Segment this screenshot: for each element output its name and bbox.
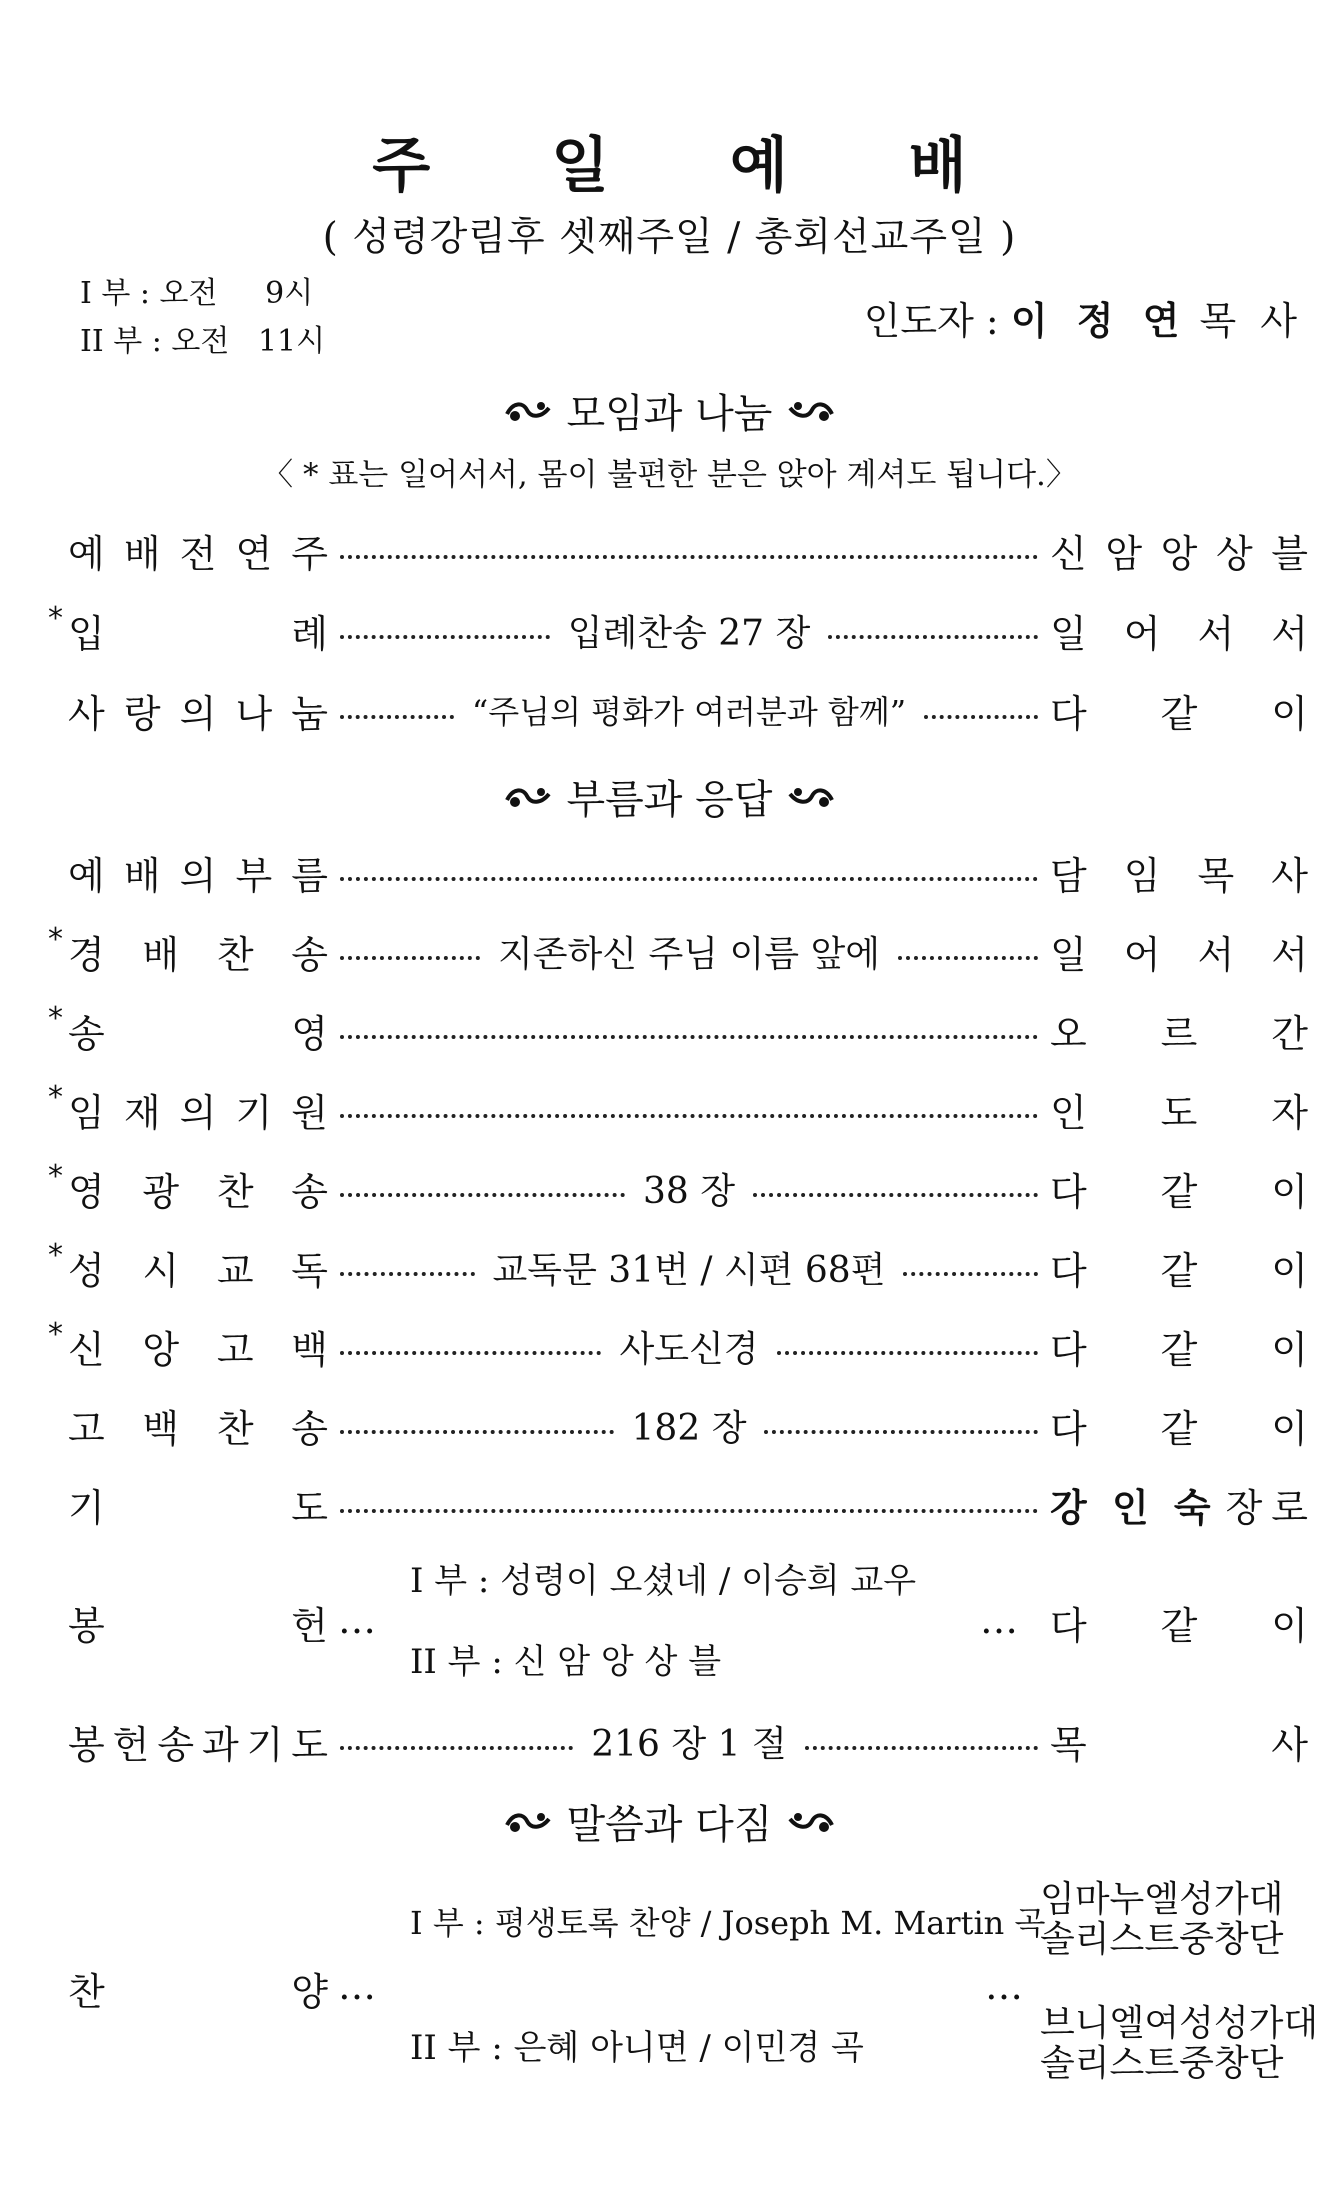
ornament-left-icon: [503, 782, 553, 812]
item-detail: 지존하신 주님 이름 앞에: [497, 933, 881, 975]
item-performer: 다 같 이: [1050, 691, 1308, 736]
leader-dots: [340, 541, 1038, 559]
item-detail: 사도신경: [619, 1328, 759, 1370]
item-detail: 182 장: [631, 1407, 747, 1449]
item-doxology: [48, 1000, 1308, 1060]
service-times: [80, 270, 325, 366]
item-peace: [68, 680, 1308, 740]
item-performer: 강 인 숙 장 로: [1050, 1485, 1308, 1530]
leader-name: 이 정 연: [1010, 299, 1188, 343]
item-detail: “주님의 평화가 여러분과 함께”: [471, 693, 907, 731]
item-label: * 성 시 교 독: [48, 1237, 328, 1293]
item-prayer: [68, 1474, 1308, 1534]
item-performer: 다 같 이: [1050, 1169, 1308, 1214]
item-label: * 송 영: [48, 1000, 328, 1056]
item-label: 봉 헌: [68, 1603, 328, 1648]
worship-leader: [864, 290, 1303, 345]
item-detail: 216 장 1 절: [591, 1723, 787, 1765]
item-label: 봉 헌 송 과 기 도: [68, 1722, 328, 1767]
section-call-response: [0, 768, 1339, 825]
ellipsis-left: …: [338, 1964, 376, 2008]
item-label: * 임 재 의 기 원: [48, 1079, 328, 1135]
section-title: 모임과 나눔: [566, 391, 773, 437]
item-performer: 일 어 서 서: [1050, 932, 1308, 977]
item-performer: 다 같 이: [1050, 1248, 1308, 1293]
item-label: 기 도: [68, 1485, 328, 1530]
ornament-left-icon: [503, 396, 553, 426]
item-performer: 다 같 이: [1050, 1327, 1308, 1372]
item-creed: [48, 1316, 1308, 1376]
leader-title: 목 사: [1199, 299, 1303, 343]
item-label: * 신 앙 고 백: [48, 1316, 328, 1372]
item-performer: 다 같 이: [1050, 1603, 1308, 1648]
service-time-1: I 부 : 오전 9시: [80, 276, 314, 311]
service-time-2: II 부 : 오전 11시: [80, 324, 326, 359]
item-performer: 일 어 서 서: [1050, 611, 1308, 656]
item-performer: 담 임 목 사: [1050, 853, 1308, 898]
item-call-to-worship: [68, 842, 1308, 902]
offering-part-1: I 부 : 성령이 오셨네 / 이승희 교우: [410, 1561, 917, 1601]
anthem-part-2: II 부 : 은혜 아니면 / 이민경 곡: [410, 2028, 864, 2068]
section-title: 부름과 응답: [566, 777, 773, 823]
ellipsis-left: …: [338, 1598, 376, 1642]
anthem-part-1: I 부 : 평생토록 찬양 / Joseph M. Martin 곡: [410, 1904, 1046, 1942]
item-hymn: [48, 921, 1308, 981]
ellipsis-right: …: [980, 1598, 1018, 1642]
offering-part-2: II 부 : 신 암 앙 상 블: [410, 1642, 722, 1682]
ellipsis-right: …: [985, 1964, 1023, 2008]
item-responsive-reading: [48, 1237, 1308, 1297]
item-label: * 영 광 찬 송: [48, 1158, 328, 1214]
item-label: * 경 배 찬 송: [48, 921, 328, 977]
ornament-right-icon: [786, 1807, 836, 1837]
item-label: 예 배 전 연 주: [68, 531, 328, 576]
item-detail: 교독문 31번 / 시편 68편: [492, 1249, 886, 1291]
page-subtitle: ( 성령강림후 셋째주일 / 총회선교주일 ): [322, 215, 1017, 260]
item-performer: 오 르 간: [1050, 1011, 1308, 1056]
leader-label: 인도자 :: [863, 299, 999, 343]
standing-note: 〈 * 표는 일어서서, 몸이 불편한 분은 앉아 계셔도 됩니다.〉: [262, 457, 1077, 493]
item-performer: 인 도 자: [1050, 1090, 1308, 1135]
item-label: * 입 례: [48, 600, 328, 656]
ornament-right-icon: [786, 396, 836, 426]
page-title: 주 일 예 배: [372, 131, 1017, 201]
item-label: 고 백 찬 송: [68, 1406, 328, 1451]
section-title: 말씀과 다짐: [566, 1802, 773, 1848]
item-label: 예 배 의 부 름: [68, 853, 328, 898]
ornament-right-icon: [786, 782, 836, 812]
item-label: 찬 양: [68, 1969, 328, 2014]
item-label: 사 랑 의 나 눔: [68, 691, 328, 736]
item-detail: 입례찬송 27 장: [567, 612, 811, 654]
item-performer: 신 암 앙 상 블: [1050, 531, 1308, 576]
item-detail: 38 장: [642, 1170, 736, 1212]
anthem-choir-1: 임마누엘성가대 솔리스트중창단: [1040, 1879, 1284, 1960]
item-confession-hymn: [68, 1395, 1308, 1455]
item-entrance: [48, 600, 1308, 660]
anthem-choir-2: 브니엘여성성가대 솔리스트중창단: [1040, 2003, 1319, 2084]
ornament-left-icon: [503, 1807, 553, 1837]
item-prelude: [68, 520, 1308, 580]
item-offering-prayer: [68, 1711, 1308, 1771]
section-gathering: [0, 382, 1339, 439]
item-performer: 목 사: [1050, 1722, 1308, 1767]
item-performer: 다 같 이: [1050, 1406, 1308, 1451]
item-gloria: [48, 1158, 1308, 1218]
section-word-commitment: [0, 1793, 1339, 1850]
item-invocation: [48, 1079, 1308, 1139]
